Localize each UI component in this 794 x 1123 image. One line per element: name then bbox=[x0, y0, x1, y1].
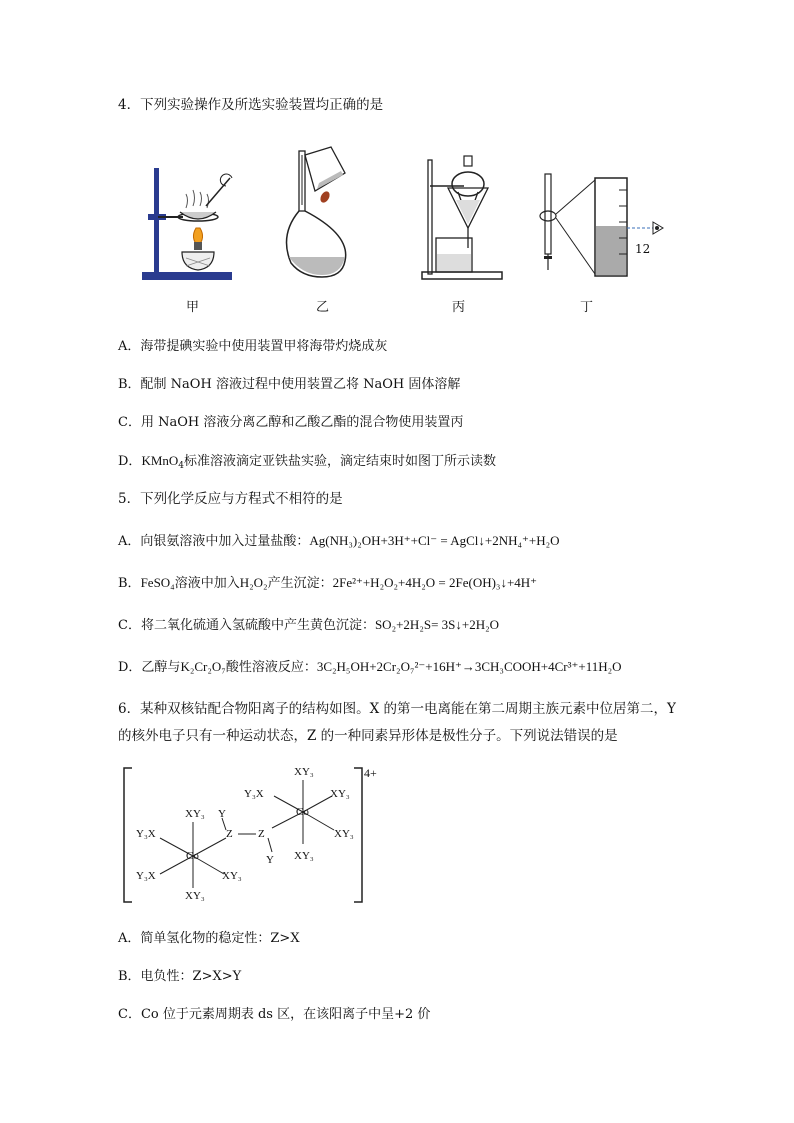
label-xy3-6: XY₃ bbox=[334, 828, 354, 840]
q6-stem-line2: 的核外电子只有一种运动状态，Z 的一种同素异形体是极性分子。下列说法错误的是 bbox=[118, 728, 618, 744]
q5-option-c: C．将二氧化硫通入氢硫酸中产生黄色沉淀：SO₂+2H₂S= 3S↓+2H₂O bbox=[118, 617, 500, 633]
label-xy3-2: XY₃ bbox=[185, 890, 205, 902]
label-y3x-2: Y₃X bbox=[136, 870, 156, 882]
q6-option-b: B．电负性：Z>X>Y bbox=[118, 969, 242, 984]
q5-option-b: B．FeSO₄溶液中加入H₂O₂产生沉淀：2Fe²⁺+H₂O₂+4H₂O = 2Fe(OH)₃↓+4H⁺ bbox=[118, 575, 538, 591]
q4-option-b: B．配制 NaOH 溶液过程中使用装置乙将 NaOH 固体溶解 bbox=[118, 377, 461, 392]
q5-option-d: D．乙醇与K₂Cr₂O₇酸性溶液反应：3C₂H₅OH+2Cr₂O₇²⁻+16H⁺→3CH₃COOH+4Cr³⁺+11H₂O bbox=[118, 659, 622, 675]
caption-jia: 甲 bbox=[186, 300, 200, 315]
label-xy3-3: XY₃ bbox=[222, 870, 242, 882]
q4-stem: 4．下列实验操作及所选实验装置均正确的是 bbox=[118, 97, 384, 113]
complex-charge: 4+ bbox=[364, 766, 377, 780]
q4-option-a: A．海带提碘实验中使用装置甲将海带灼烧成灰 bbox=[118, 339, 388, 354]
apparatus-jia-figure bbox=[138, 160, 248, 285]
label-y-2: Y bbox=[266, 854, 274, 866]
label-co-left: Co bbox=[186, 850, 199, 862]
q4-option-d: D．KMnO$_4$标准溶液滴定亚铁盐实验，滴定结束时如图丁所示读数 bbox=[118, 453, 497, 471]
q6-option-a: A．简单氢化物的稳定性：Z>X bbox=[118, 931, 300, 946]
caption-bing: 丙 bbox=[452, 300, 466, 315]
label-xy3-7: XY₃ bbox=[294, 850, 314, 862]
label-z-1: Z bbox=[226, 828, 233, 840]
q5-stem: 5．下列化学反应与方程式不相符的是 bbox=[118, 491, 343, 507]
label-co-right: Co bbox=[296, 806, 309, 818]
caption-yi: 乙 bbox=[316, 300, 330, 315]
label-y3x-1: Y₃X bbox=[136, 828, 156, 840]
cobalt-complex-structure bbox=[118, 760, 418, 910]
q6-stem-line1: 6．某种双核钴配合物阳离子的结构如图。X 的第一电离能在第二周期主族元素中位居第二，Y bbox=[118, 701, 676, 717]
apparatus-ding-figure bbox=[535, 170, 670, 285]
q4-option-c: C．用 NaOH 溶液分离乙醇和乙酸乙酯的混合物使用装置丙 bbox=[118, 415, 464, 430]
label-y3x-3: Y₃X bbox=[244, 788, 264, 800]
q5-option-a: A．向银氨溶液中加入过量盐酸：Ag(NH₃)₂OH+3H⁺+Cl⁻ = AgCl↓+2NH₄⁺+H₂O bbox=[118, 533, 560, 549]
caption-ding: 丁 bbox=[580, 300, 594, 315]
apparatus-bing-figure bbox=[418, 150, 508, 285]
q6-option-c: C．Co 位于元素周期表 ds 区，在该阳离子中呈+2 价 bbox=[118, 1007, 431, 1022]
label-z-2: Z bbox=[258, 828, 265, 840]
label-y-1: Y bbox=[218, 808, 226, 820]
label-xy3-1: XY₃ bbox=[185, 808, 205, 820]
label-xy3-4: XY₃ bbox=[294, 766, 314, 778]
label-xy3-5: XY₃ bbox=[330, 788, 350, 800]
burette-reading-mark: 12 bbox=[635, 242, 651, 256]
apparatus-yi-figure bbox=[285, 145, 360, 285]
